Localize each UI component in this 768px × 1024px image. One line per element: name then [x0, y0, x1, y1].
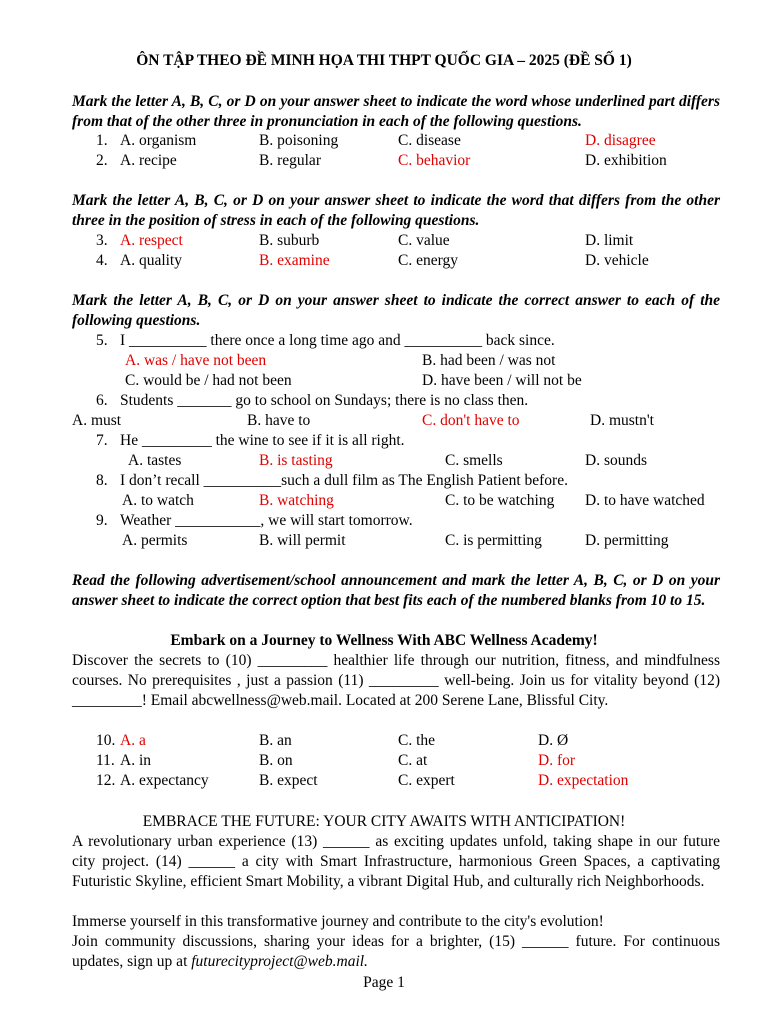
q10-number: 10. [96, 732, 116, 749]
city-paragraph-2: Immerse yourself in this transformative journey and contribute to the city's evolution! [72, 913, 604, 930]
question-12 [0, 771, 768, 791]
q6-option-b: B. have to [247, 412, 311, 429]
question-4 [0, 251, 768, 271]
section3-instruction: Mark the letter A, B, C, or D on your answer sheet to indicate the correct answer to each of the following questions. [72, 292, 720, 329]
q5-option-b: B. had been / was not [422, 352, 556, 369]
section1-instruction: Mark the letter A, B, C, or D on your answer sheet to indicate the word whose underlined part differs from that of the other three in pronunciation in each of the following questions. [72, 93, 720, 130]
section2-instruction: Mark the letter A, B, C, or D on your answer sheet to indicate the word that differs from the other three in the position of stress in each of the following questions. [72, 192, 720, 229]
q12-option-a: A. expectancy [120, 772, 209, 789]
question-9 [0, 511, 768, 531]
q8-option-c: C. to be watching [445, 492, 555, 509]
q5-option-d: D. have been / will not be [422, 372, 582, 389]
question-7 [0, 431, 768, 451]
q11-option-b: B. on [259, 752, 293, 769]
q6-option-d: D. mustn't [590, 412, 654, 429]
question-9-options [0, 531, 768, 551]
q12-option-b: B. expect [259, 772, 318, 789]
q7-option-a: A. tastes [128, 452, 182, 469]
question-5-options-row1 [0, 351, 768, 371]
q6-number: 6. [96, 392, 108, 409]
q5-stem: I __________ there once a long time ago and __________ back since. [120, 332, 555, 349]
question-8 [0, 471, 768, 491]
q11-option-c: C. at [398, 752, 428, 769]
q12-option-d: D. expectation [538, 772, 629, 789]
q6-stem: Students _______ go to school on Sundays; there is no class then. [120, 392, 529, 409]
q1-option-b: B. poisoning [259, 132, 339, 149]
q12-option-c: C. expert [398, 772, 455, 789]
q11-option-a: A. in [120, 752, 151, 769]
ad-text: Discover the secrets to (10) _________ healthier life through our nutrition, fitness, and mindfulness courses. No prerequisites , just a passion (11) _________ well-being. Join us for vitality beyond (12) _________! Email abcwellness@web.mail. Located at 200 Serene Lane, Blissful City. [72, 652, 720, 709]
page-title: ÔN TẬP THEO ĐỀ MINH HỌA THI THPT QUỐC GIA – 2025 (ĐỀ SỐ 1) [136, 52, 632, 69]
question-6-options [0, 411, 768, 431]
q3-number: 3. [96, 232, 108, 249]
question-8-options [0, 491, 768, 511]
q7-option-b: B. is tasting [259, 452, 333, 469]
q8-stem: I don’t recall __________such a dull film as The English Patient before. [120, 472, 568, 489]
question-10 [0, 731, 768, 751]
q1-number: 1. [96, 132, 108, 149]
q6-option-a: A. must [72, 412, 122, 429]
section4-instruction: Read the following advertisement/school announcement and mark the letter A, B, C, or D on your answer sheet to indicate the correct option that best fits each of the numbered blanks from 10 to 15. [72, 572, 720, 609]
city-email: futurecityproject@web.mail. [191, 953, 368, 970]
q2-option-c: C. behavior [398, 152, 471, 169]
q9-number: 9. [96, 512, 108, 529]
q12-number: 12. [96, 772, 116, 789]
q9-option-a: A. permits [122, 532, 188, 549]
q5-option-c: C. would be / had not been [125, 372, 292, 389]
q4-option-a: A. quality [120, 252, 182, 269]
q2-number: 2. [96, 152, 108, 169]
q2-option-a: A. recipe [120, 152, 177, 169]
q3-option-c: C. value [398, 232, 450, 249]
question-5 [0, 331, 768, 351]
q3-option-a: A. respect [120, 232, 183, 249]
q1-option-a: A. organism [120, 132, 197, 149]
q3-option-b: B. suburb [259, 232, 320, 249]
q9-option-b: B. will permit [259, 532, 346, 549]
q7-number: 7. [96, 432, 108, 449]
question-2 [0, 151, 768, 171]
q7-option-c: C. smells [445, 452, 503, 469]
q4-option-d: D. vehicle [585, 252, 649, 269]
q9-option-d: D. permitting [585, 532, 669, 549]
q8-option-a: A. to watch [122, 492, 194, 509]
q5-number: 5. [96, 332, 108, 349]
q10-option-b: B. an [259, 732, 292, 749]
q7-stem: He _________ the wine to see if it is all right. [120, 432, 405, 449]
city-title: EMBRACE THE FUTURE: YOUR CITY AWAITS WITH ANTICIPATION! [142, 813, 626, 830]
q8-number: 8. [96, 472, 108, 489]
q8-option-b: B. watching [259, 492, 334, 509]
q2-option-d: D. exhibition [585, 152, 667, 169]
city-paragraph-1: A revolutionary urban experience (13) ______ as exciting updates unfold, taking shape in our future city project. (14) ______ a city with Smart Infrastructure, harmonious Green Spaces, a captivating Futuristic Skyline, efficient Smart Mobility, a vibrant Digital Hub, and culturally rich Neighborhoods. [72, 833, 720, 890]
q2-option-b: B. regular [259, 152, 321, 169]
q10-option-a: A. a [120, 732, 146, 749]
q3-option-d: D. limit [585, 232, 634, 249]
q5-option-a: A. was / have not been [125, 352, 267, 369]
city-paragraph-3 [72, 932, 720, 972]
q6-option-c: C. don't have to [422, 412, 520, 429]
q4-option-b: B. examine [259, 252, 330, 269]
ad-title: Embark on a Journey to Wellness With ABC Wellness Academy! [170, 632, 598, 649]
q10-option-c: C. the [398, 732, 436, 749]
q4-option-c: C. energy [398, 252, 458, 269]
q11-option-d: D. for [538, 752, 576, 769]
question-6 [0, 391, 768, 411]
question-1 [0, 131, 768, 151]
q9-stem: Weather ___________, we will start tomorrow. [120, 512, 413, 529]
q10-option-d: D. Ø [538, 732, 569, 749]
question-7-options [0, 451, 768, 471]
question-5-options-row2 [0, 371, 768, 391]
q9-option-c: C. is permitting [445, 532, 542, 549]
city-paragraph-3-text: Join community discussions, sharing your ideas for a brighter, (15) ______ future. For continuous updates, sign up at [72, 933, 720, 970]
question-3 [0, 231, 768, 251]
q8-option-d: D. to have watched [585, 492, 705, 509]
q1-option-d: D. disagree [585, 132, 656, 149]
q4-number: 4. [96, 252, 108, 269]
page-number: Page 1 [363, 974, 405, 991]
q1-option-c: C. disease [398, 132, 461, 149]
q11-number: 11. [96, 752, 115, 769]
question-11 [0, 751, 768, 771]
q7-option-d: D. sounds [585, 452, 648, 469]
